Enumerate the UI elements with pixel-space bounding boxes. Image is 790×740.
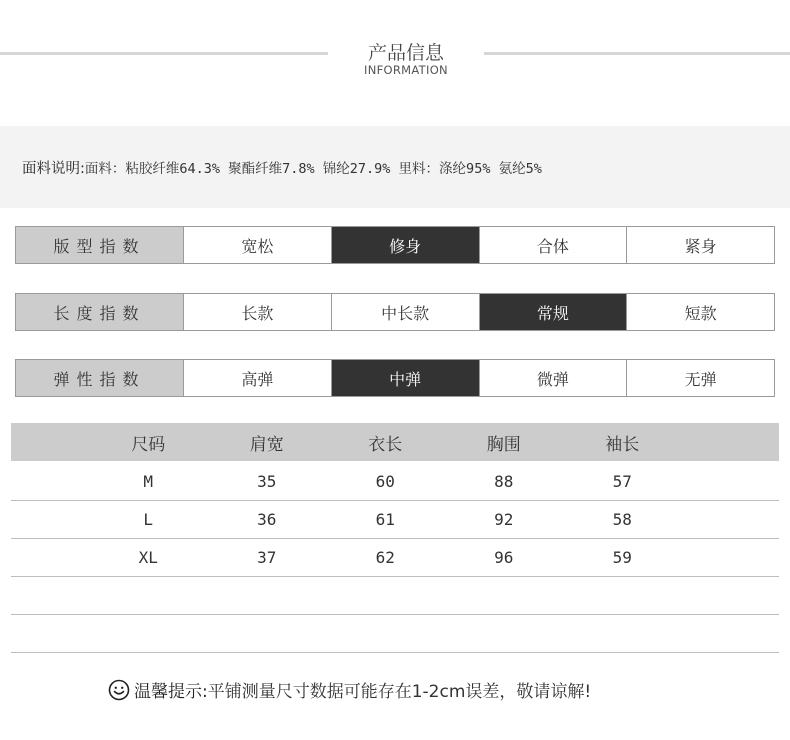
cell-bust: 92: [494, 510, 514, 529]
length-option[interactable]: 短款: [627, 294, 774, 330]
cell-sleeve: 59: [612, 548, 632, 567]
header-shoulder: 肩宽: [249, 434, 284, 455]
cell-bust: 96: [494, 548, 514, 567]
header-divider-right: [484, 52, 790, 55]
section-title: 产品信息: [367, 42, 444, 64]
length-index-label: 长度指数: [16, 294, 184, 330]
cell-shoulder: 37: [257, 548, 277, 567]
section-subtitle: INFORMATION: [364, 63, 448, 77]
cell-shoulder: 35: [257, 472, 277, 491]
fit-index-label: 版型指数: [16, 227, 184, 263]
elasticity-index-row: [15, 359, 775, 397]
cell-size: XL: [138, 548, 158, 567]
header-divider-left: [0, 52, 328, 55]
elasticity-option[interactable]: 中弹: [332, 360, 480, 396]
measurement-tip: [108, 677, 591, 702]
fit-option[interactable]: 合体: [480, 227, 628, 263]
table-row: [11, 463, 779, 501]
elasticity-option[interactable]: 无弹: [627, 360, 774, 396]
fit-index-row: [15, 226, 775, 264]
header-length: 衣长: [368, 434, 403, 455]
elasticity-index-label: 弹性指数: [16, 360, 184, 396]
table-row: [11, 539, 779, 577]
length-option[interactable]: 常规: [480, 294, 628, 330]
fit-option[interactable]: 紧身: [627, 227, 774, 263]
cell-length: 60: [375, 472, 395, 491]
cell-shoulder: 36: [257, 510, 277, 529]
fit-option[interactable]: 宽松: [184, 227, 332, 263]
cell-length: 62: [375, 548, 395, 567]
fit-option[interactable]: 修身: [332, 227, 480, 263]
cell-size: M: [143, 472, 154, 491]
elasticity-option[interactable]: 微弹: [480, 360, 628, 396]
fabric-info-band: [0, 126, 790, 208]
length-option[interactable]: 中长款: [332, 294, 480, 330]
fabric-value: 面料：粘胶纤维64.3% 聚酯纤维7.8% 锦纶27.9% 里料：涤纶95% 氨纶5%: [84, 160, 542, 177]
cell-size: L: [143, 510, 154, 529]
smile-icon: [108, 679, 130, 701]
size-table-header: [11, 423, 779, 461]
table-row-empty: [11, 615, 779, 653]
tip-label: 温馨提示:: [134, 682, 208, 702]
cell-sleeve: 57: [612, 472, 632, 491]
header-size: 尺码: [131, 434, 166, 455]
tip-text: 平铺测量尺寸数据可能存在1-2cm误差，敬请谅解!: [207, 682, 592, 702]
fabric-description: [22, 157, 542, 178]
cell-sleeve: 58: [612, 510, 632, 529]
fabric-label: 面料说明:: [22, 160, 85, 177]
table-row-empty: [11, 577, 779, 615]
elasticity-option[interactable]: 高弹: [184, 360, 332, 396]
header-bust: 胸围: [486, 434, 521, 455]
table-row: [11, 501, 779, 539]
cell-bust: 88: [494, 472, 514, 491]
length-option[interactable]: 长款: [184, 294, 332, 330]
header-sleeve: 袖长: [605, 434, 640, 455]
cell-length: 61: [375, 510, 395, 529]
length-index-row: [15, 293, 775, 331]
